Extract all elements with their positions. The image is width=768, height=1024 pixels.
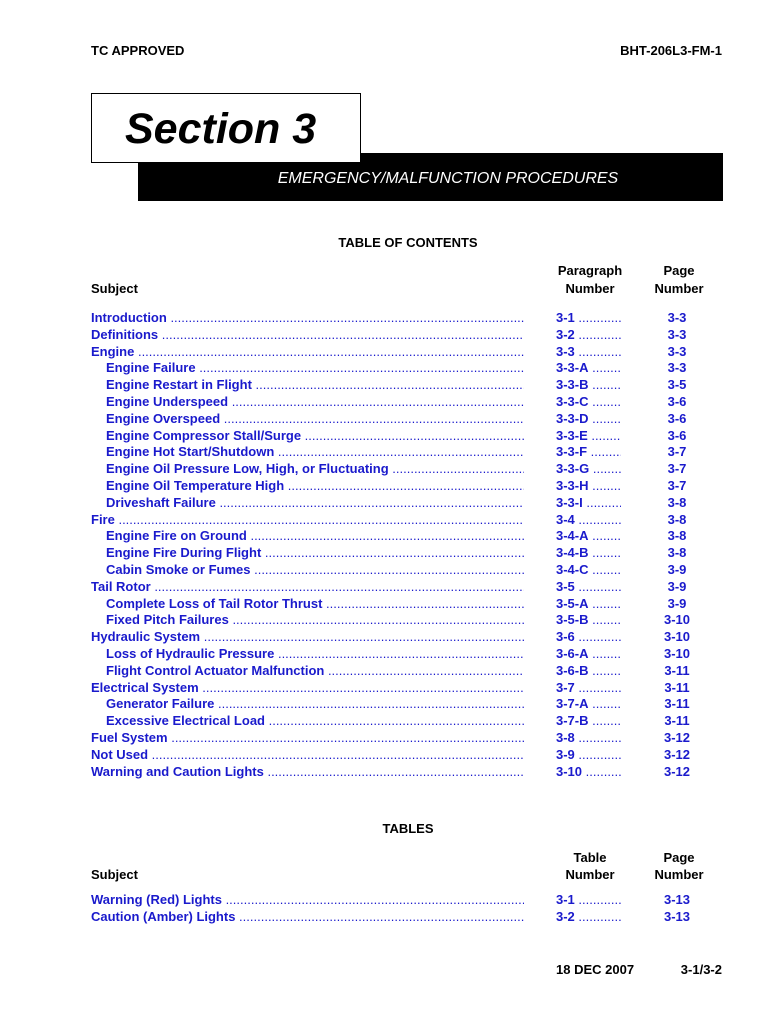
toc-entry-page-link[interactable]: 3-9	[667, 561, 687, 577]
toc-entry-subject-link[interactable]: Driveshaft Failure .....	[106, 495, 524, 512]
toc-entry-page-link[interactable]: 3-8	[667, 494, 687, 510]
toc-entry-page-link[interactable]: 3-7	[667, 461, 687, 477]
toc-entry-subject-link[interactable]: Complete Loss of Tail Rotor Thrust .....	[106, 596, 524, 613]
toc-entry-subject-link[interactable]: Loss of Hydraulic Pressure .....	[106, 646, 524, 663]
toc-entry-number-link[interactable]: 3-7-B .....	[556, 713, 621, 730]
toc-entry-row[interactable]	[91, 596, 731, 613]
table-entry-row[interactable]	[91, 909, 731, 926]
toc-entry-row[interactable]	[91, 696, 731, 713]
toc-entry-row[interactable]	[91, 512, 731, 529]
toc-entry-page-link[interactable]: 3-10	[663, 629, 691, 645]
toc-entry-subject-link[interactable]: Engine Overspeed .....	[106, 411, 524, 428]
toc-entry-page-link[interactable]: 3-7	[667, 477, 687, 493]
tables-col-subject: Subject	[91, 867, 138, 882]
toc-entry-number-link[interactable]: 3-4-A .....	[556, 528, 621, 545]
toc-entry-number-link[interactable]: 3-3-E .....	[556, 428, 621, 445]
toc-entry-subject-link[interactable]: Engine Failure .....	[106, 360, 524, 377]
toc-heading: TABLE OF CONTENTS	[338, 235, 478, 250]
table-entry-page-link[interactable]: 3-13	[663, 908, 691, 924]
table-entry-number-link[interactable]: 3-2 .....	[556, 909, 621, 926]
toc-entry-page-link[interactable]: 3-12	[663, 729, 691, 745]
toc-entry-row[interactable]	[91, 377, 731, 394]
toc-entry-number-link[interactable]: 3-2 .....	[556, 327, 621, 344]
toc-entry-page-link[interactable]: 3-10	[663, 645, 691, 661]
toc-entry-row[interactable]	[91, 579, 731, 596]
toc-entry-row[interactable]	[91, 528, 731, 545]
toc-entry-row[interactable]	[91, 495, 731, 512]
toc-entry-row[interactable]	[91, 730, 731, 747]
toc-entry-row[interactable]	[91, 394, 731, 411]
tables-list	[91, 892, 731, 926]
footer-page-number: 3-1/3-2	[680, 962, 722, 977]
toc-entry-row[interactable]	[91, 411, 731, 428]
toc-entry-row[interactable]	[91, 478, 731, 495]
toc-entry-page-link[interactable]: 3-6	[667, 427, 687, 443]
toc-col-page-1: Page	[663, 263, 695, 278]
toc-entry-page-link[interactable]: 3-9	[667, 595, 687, 611]
toc-entry-subject-link[interactable]: Engine Fire During Flight .....	[106, 545, 524, 562]
toc-entry-page-link[interactable]: 3-7	[667, 444, 687, 460]
toc-entry-row[interactable]	[91, 713, 731, 730]
toc-entry-number-link[interactable]: 3-3-I .....	[556, 495, 621, 512]
toc-entry-page-link[interactable]: 3-11	[664, 679, 690, 695]
toc-entry-page-link[interactable]: 3-3	[667, 343, 687, 359]
toc-entry-row[interactable]	[91, 327, 731, 344]
toc-entry-subject-link[interactable]: Electrical System .....	[91, 680, 524, 697]
toc-entry-row[interactable]	[91, 764, 731, 781]
toc-entry-page-link[interactable]: 3-11	[664, 662, 690, 678]
header-left: TC APPROVED	[91, 43, 185, 58]
toc-entry-subject-link[interactable]: Engine .....	[91, 344, 524, 361]
toc-entry-row[interactable]	[91, 444, 731, 461]
toc-entry-subject-link[interactable]: Engine Compressor Stall/Surge .....	[106, 428, 524, 445]
toc-entry-number-link[interactable]: 3-8 .....	[556, 730, 621, 747]
toc-entry-number-link[interactable]: 3-7-A .....	[556, 696, 621, 713]
toc-entry-row[interactable]	[91, 663, 731, 680]
toc-entry-page-link[interactable]: 3-12	[663, 763, 691, 779]
toc-entry-subject-link[interactable]: Introduction .....	[91, 310, 524, 327]
toc-entry-page-link[interactable]: 3-9	[667, 578, 687, 594]
toc-entry-subject-link[interactable]: Generator Failure .....	[106, 696, 524, 713]
toc-entry-number-link[interactable]: 3-4 .....	[556, 512, 621, 529]
toc-entry-number-link[interactable]: 3-7 .....	[556, 680, 621, 697]
table-entry-subject-link[interactable]: Caution (Amber) Lights .....	[91, 909, 524, 926]
tables-col-table-2: Number	[565, 867, 615, 882]
toc-entry-row[interactable]	[91, 545, 731, 562]
document-number: BHT-206L3-FM-1	[620, 43, 722, 58]
toc-entry-row[interactable]	[91, 344, 731, 361]
toc-entry-subject-link[interactable]: Fire .....	[91, 512, 524, 529]
toc-entry-page-link[interactable]: 3-10	[663, 612, 691, 628]
toc-entry-subject-link[interactable]: Engine Oil Temperature High .....	[106, 478, 524, 495]
toc-entry-number-link[interactable]: 3-6-A .....	[556, 646, 621, 663]
toc-entry-subject-link[interactable]: Definitions .....	[91, 327, 524, 344]
toc-entry-page-link[interactable]: 3-11	[664, 696, 690, 712]
footer-date: 18 DEC 2007	[556, 962, 635, 977]
table-entry-subject-link[interactable]: Warning (Red) Lights .....	[91, 892, 524, 909]
tables-col-page-2: Number	[654, 867, 704, 882]
toc-entry-row[interactable]	[91, 646, 731, 663]
toc-entry-page-link[interactable]: 3-3	[667, 360, 687, 376]
toc-entry-row[interactable]	[91, 428, 731, 445]
toc-entry-subject-link[interactable]: Engine Underspeed .....	[106, 394, 524, 411]
toc-entry-number-link[interactable]: 3-5-A .....	[556, 596, 621, 613]
section-title: Section 3	[125, 105, 317, 153]
toc-entry-number-link[interactable]: 3-5 .....	[556, 579, 621, 596]
toc-entry-subject-link[interactable]: Hydraulic System .....	[91, 629, 524, 646]
tables-heading: TABLES	[382, 821, 434, 836]
toc-entry-row[interactable]	[91, 360, 731, 377]
toc-entry-number-link[interactable]: 3-3-H .....	[556, 478, 621, 495]
toc-col-page-2: Number	[654, 281, 704, 296]
toc-entry-number-link[interactable]: 3-3-C .....	[556, 394, 621, 411]
toc-entry-page-link[interactable]: 3-6	[667, 410, 687, 426]
toc-entry-number-link[interactable]: 3-3-A .....	[556, 360, 621, 377]
toc-entry-number-link[interactable]: 3-3-B .....	[556, 377, 621, 394]
toc-entry-row[interactable]	[91, 629, 731, 646]
toc-entry-number-link[interactable]: 3-3-G .....	[556, 461, 621, 478]
toc-entry-subject-link[interactable]: Engine Fire on Ground .....	[106, 528, 524, 545]
tables-col-table-1: Table	[573, 850, 607, 865]
toc-entry-number-link[interactable]: 3-4-B .....	[556, 545, 621, 562]
table-entry-row[interactable]	[91, 892, 731, 909]
toc-col-paragraph-1: Paragraph	[557, 263, 623, 278]
toc-entry-subject-link[interactable]: Cabin Smoke or Fumes .....	[106, 562, 524, 579]
toc-entry-row[interactable]	[91, 562, 731, 579]
toc-entry-number-link[interactable]: 3-10 .....	[556, 764, 621, 781]
toc-entry-subject-link[interactable]: Warning and Caution Lights .....	[91, 764, 524, 781]
toc-entry-subject-link[interactable]: Tail Rotor .....	[91, 579, 524, 596]
toc-entry-number-link[interactable]: 3-3-F .....	[556, 444, 621, 461]
toc-entry-subject-link[interactable]: Engine Hot Start/Shutdown .....	[106, 444, 524, 461]
table-entry-page-link[interactable]: 3-13	[663, 892, 691, 907]
toc-entry-subject-link[interactable]: Engine Oil Pressure Low, High, or Fluctuating .....	[106, 461, 524, 478]
toc-entry-page-link[interactable]: 3-3	[667, 326, 687, 342]
toc-entry-subject-link[interactable]: Excessive Electrical Load .....	[106, 713, 524, 730]
toc-entry-number-link[interactable]: 3-3-D .....	[556, 411, 621, 428]
toc-entry-page-link[interactable]: 3-3	[667, 310, 687, 325]
tables-col-page-1: Page	[663, 850, 695, 865]
toc-entry-page-link[interactable]: 3-12	[663, 746, 691, 762]
toc-entry-number-link[interactable]: 3-4-C .....	[556, 562, 621, 579]
toc-entry-number-link[interactable]: 3-3 .....	[556, 344, 621, 361]
table-entry-number-link[interactable]: 3-1 .....	[556, 892, 621, 909]
toc-entry-subject-link[interactable]: Engine Restart in Flight .....	[106, 377, 524, 394]
toc-entry-page-link[interactable]: 3-5	[667, 377, 687, 393]
toc-entry-page-link[interactable]: 3-8	[667, 528, 687, 544]
section-title-box	[91, 93, 361, 163]
toc-entry-subject-link[interactable]: Not Used .....	[91, 747, 524, 764]
toc-entry-subject-link[interactable]: Flight Control Actuator Malfunction .....	[106, 663, 524, 680]
toc-entry-row[interactable]	[91, 310, 731, 327]
toc-entry-number-link[interactable]: 3-1 .....	[556, 310, 621, 327]
toc-entry-page-link[interactable]: 3-8	[667, 545, 687, 561]
toc-entry-number-link[interactable]: 3-6 .....	[556, 629, 621, 646]
toc-entry-page-link[interactable]: 3-6	[667, 393, 687, 409]
toc-entry-row[interactable]	[91, 461, 731, 478]
toc-entry-row[interactable]	[91, 747, 731, 764]
toc-list	[91, 310, 731, 780]
toc-entry-row[interactable]	[91, 612, 731, 629]
toc-entry-subject-link[interactable]: Fixed Pitch Failures .....	[106, 612, 524, 629]
toc-entry-number-link[interactable]: 3-6-B .....	[556, 663, 621, 680]
toc-entry-row[interactable]	[91, 680, 731, 697]
toc-entry-number-link[interactable]: 3-9 .....	[556, 747, 621, 764]
toc-col-paragraph-2: Number	[565, 281, 615, 296]
section-subtitle: EMERGENCY/MALFUNCTION PROCEDURES	[277, 170, 619, 187]
toc-entry-page-link[interactable]: 3-8	[667, 511, 687, 527]
toc-entry-page-link[interactable]: 3-11	[664, 713, 690, 729]
toc-entry-number-link[interactable]: 3-5-B .....	[556, 612, 621, 629]
toc-entry-subject-link[interactable]: Fuel System .....	[91, 730, 524, 747]
toc-col-subject: Subject	[91, 281, 138, 296]
